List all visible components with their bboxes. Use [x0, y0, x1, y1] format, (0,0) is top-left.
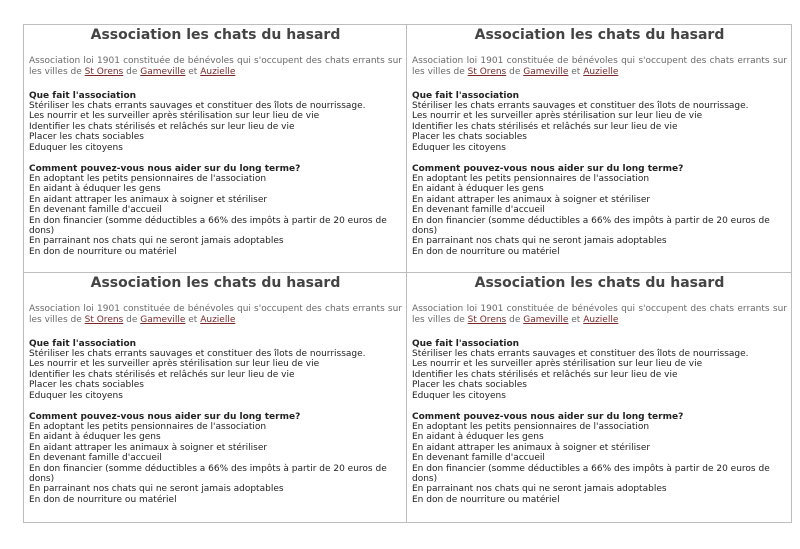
list-item: Stériliser les chats errants sauvages et constituer des îlots de nourrissage. — [29, 349, 366, 359]
list-item: En don de nourriture ou matériel — [412, 494, 560, 505]
list-item: En devenant famille d'accueil — [412, 453, 545, 464]
card-title: Association les chats du hasard — [474, 275, 725, 291]
list-item: En parrainant nos chats qui ne seront jamais adoptables — [412, 236, 667, 247]
list-item: Identifier les chats stérilisés et relâchés sur leur lieu de vie — [29, 369, 295, 380]
help-list — [29, 174, 402, 257]
list-item: En adoptant les petits pensionnaires de l'association — [29, 422, 267, 433]
activities-list — [29, 349, 402, 401]
card-intro — [29, 304, 402, 326]
intro-text: Association loi 1901 constituée de bénévoles qui s'occupent des chats errants sur les villes de — [29, 304, 402, 325]
flyer-sheet — [23, 24, 792, 523]
section-heading-help: Comment pouvez-vous nous aider sur du long terme? — [29, 164, 301, 175]
help-list — [29, 422, 402, 505]
city-link-auzielle[interactable]: Auzielle — [583, 315, 619, 325]
list-item: En devenant famille d'accueil — [29, 205, 162, 216]
intro-sep: et — [568, 67, 584, 77]
section-heading-activities: Que fait l'association — [412, 91, 520, 101]
intro-sep: de — [123, 67, 141, 77]
list-item: Identifier les chats stérilisés et relâchés sur leur lieu de vie — [29, 121, 295, 132]
list-item: En devenant famille d'accueil — [412, 205, 545, 216]
list-item: Eduquer les citoyens — [412, 142, 506, 153]
card-title: Association les chats du hasard — [90, 27, 341, 43]
list-item: En aidant attraper les animaux à soigner et stériliser — [29, 442, 268, 453]
list-item: Identifier les chats stérilisés et relâchés sur leur lieu de vie — [412, 369, 678, 380]
list-item: Les nourrir et les surveiller après stérilisation sur leur lieu de vie — [29, 359, 320, 370]
list-item: Stériliser les chats errants sauvages et constituer des îlots de nourrissage. — [29, 101, 366, 111]
section-heading-help: Comment pouvez-vous nous aider sur du long terme? — [412, 412, 684, 423]
intro-text: Association loi 1901 constituée de bénévoles qui s'occupent des chats errants sur les villes de — [29, 56, 402, 77]
list-item: Les nourrir et les surveiller après stérilisation sur leur lieu de vie — [412, 359, 703, 370]
list-item: En adoptant les petits pensionnaires de l'association — [29, 174, 267, 185]
city-link-st-orens[interactable]: St Orens — [467, 315, 507, 325]
list-item: Placer les chats sociables — [412, 132, 527, 143]
intro-sep: de — [123, 315, 141, 325]
list-item: En don de nourriture ou matériel — [412, 246, 560, 257]
list-item: En aidant attraper les animaux à soigner et stériliser — [29, 194, 268, 205]
city-link-st-orens[interactable]: St Orens — [84, 315, 124, 325]
list-item: En aidant à éduquer les gens — [412, 184, 544, 195]
intro-text: Association loi 1901 constituée de bénévoles qui s'occupent des chats errants sur les villes de — [412, 304, 787, 325]
city-link-st-orens[interactable]: St Orens — [84, 67, 124, 77]
help-list — [412, 174, 787, 257]
intro-sep: et — [568, 315, 584, 325]
card-intro — [412, 304, 787, 326]
list-item: En parrainant nos chats qui ne seront jamais adoptables — [29, 484, 284, 495]
card-intro — [29, 56, 402, 78]
list-item: En aidant attraper les animaux à soigner et stériliser — [412, 194, 651, 205]
intro-text: Association loi 1901 constituée de bénévoles qui s'occupent des chats errants sur les villes de — [412, 56, 787, 77]
list-item: En don financier (somme déductibles a 66% des impôts à partir de 20 euros de dons) — [29, 215, 387, 237]
activities-list — [29, 101, 402, 153]
list-item: Les nourrir et les surveiller après stérilisation sur leur lieu de vie — [412, 111, 703, 122]
section-heading-activities: Que fait l'association — [412, 339, 520, 349]
list-item: Placer les chats sociables — [412, 380, 527, 391]
list-item: En adoptant les petits pensionnaires de l'association — [412, 422, 650, 433]
list-item: En don financier (somme déductibles a 66% des impôts à partir de 20 euros de dons) — [412, 215, 770, 237]
list-item: En aidant à éduquer les gens — [29, 184, 161, 195]
list-item: En don financier (somme déductibles a 66% des impôts à partir de 20 euros de dons) — [29, 463, 387, 485]
intro-sep: et — [185, 67, 201, 77]
city-link-gameville[interactable]: Gameville — [523, 67, 569, 77]
card-intro — [412, 56, 787, 78]
list-item: En devenant famille d'accueil — [29, 453, 162, 464]
section-heading-activities: Que fait l'association — [29, 339, 137, 349]
section-heading-activities: Que fait l'association — [29, 91, 137, 101]
intro-sep: de — [506, 315, 524, 325]
list-item: En parrainant nos chats qui ne seront jamais adoptables — [29, 236, 284, 247]
list-item: Stériliser les chats errants sauvages et constituer des îlots de nourrissage. — [412, 101, 749, 111]
list-item: En don de nourriture ou matériel — [29, 494, 177, 505]
list-item: Eduquer les citoyens — [412, 390, 506, 401]
flyer-card — [24, 25, 407, 273]
city-link-auzielle[interactable]: Auzielle — [583, 67, 619, 77]
list-item: En adoptant les petits pensionnaires de l'association — [412, 174, 650, 185]
list-item: Eduquer les citoyens — [29, 142, 123, 153]
list-item: En aidant à éduquer les gens — [29, 432, 161, 443]
flyer-card — [407, 25, 791, 273]
list-item: Les nourrir et les surveiller après stérilisation sur leur lieu de vie — [29, 111, 320, 122]
city-link-st-orens[interactable]: St Orens — [467, 67, 507, 77]
city-link-auzielle[interactable]: Auzielle — [200, 315, 236, 325]
list-item: En aidant à éduquer les gens — [412, 432, 544, 443]
list-item: Placer les chats sociables — [29, 380, 144, 391]
card-title: Association les chats du hasard — [90, 275, 341, 291]
list-item: En parrainant nos chats qui ne seront jamais adoptables — [412, 484, 667, 495]
intro-sep: de — [506, 67, 524, 77]
list-item: En don financier (somme déductibles a 66% des impôts à partir de 20 euros de dons) — [412, 463, 770, 485]
list-item: En don de nourriture ou matériel — [29, 246, 177, 257]
card-title: Association les chats du hasard — [474, 27, 725, 43]
city-link-auzielle[interactable]: Auzielle — [200, 67, 236, 77]
intro-sep: et — [185, 315, 201, 325]
flyer-card — [24, 273, 407, 522]
city-link-gameville[interactable]: Gameville — [140, 67, 186, 77]
list-item: Stériliser les chats errants sauvages et constituer des îlots de nourrissage. — [412, 349, 749, 359]
section-heading-help: Comment pouvez-vous nous aider sur du long terme? — [29, 412, 301, 423]
help-list — [412, 422, 787, 505]
activities-list — [412, 349, 787, 401]
list-item: Identifier les chats stérilisés et relâchés sur leur lieu de vie — [412, 121, 678, 132]
section-heading-help: Comment pouvez-vous nous aider sur du long terme? — [412, 164, 684, 175]
list-item: Eduquer les citoyens — [29, 390, 123, 401]
flyer-card — [407, 273, 791, 522]
city-link-gameville[interactable]: Gameville — [523, 315, 569, 325]
list-item: En aidant attraper les animaux à soigner et stériliser — [412, 442, 651, 453]
list-item: Placer les chats sociables — [29, 132, 144, 143]
activities-list — [412, 101, 787, 153]
city-link-gameville[interactable]: Gameville — [140, 315, 186, 325]
